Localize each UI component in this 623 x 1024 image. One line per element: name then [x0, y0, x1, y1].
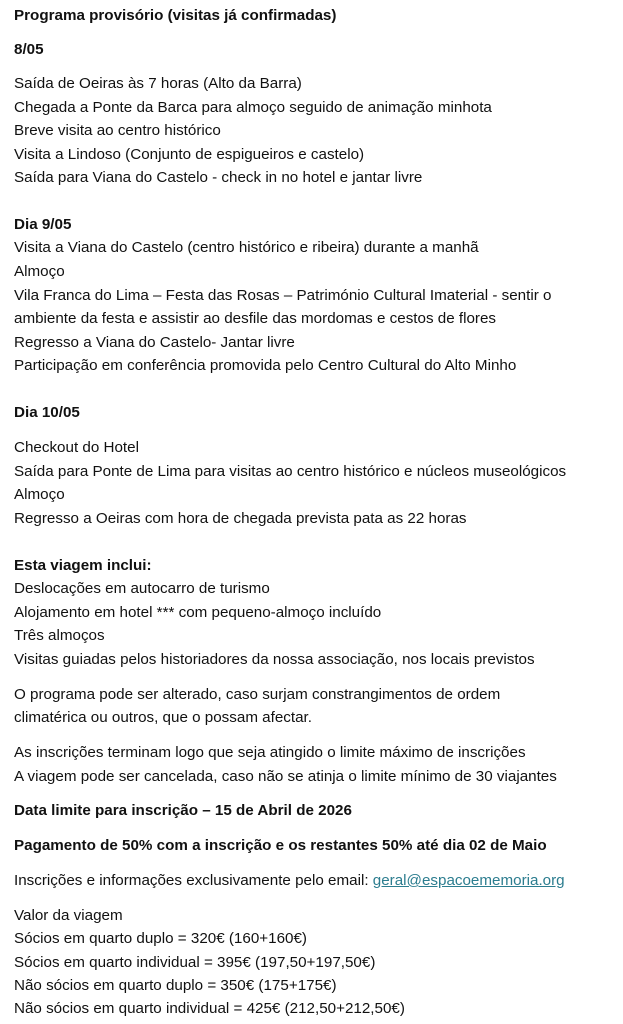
day2-heading: Dia 9/05: [14, 216, 72, 233]
list-item: Três almoços: [14, 627, 105, 644]
prices-heading: Valor da viagem: [14, 907, 123, 924]
contact-text: Inscrições e informações exclusivamente pelo email:: [14, 872, 373, 889]
price-item: Não sócios em quarto duplo = 350€ (175+175€): [14, 977, 337, 994]
contact-line: [14, 869, 565, 893]
limit-note: A viagem pode ser cancelada, caso não se atinja o limite mínimo de 30 viajantes: [14, 768, 557, 785]
list-item: Saída para Viana do Castelo - check in no hotel e jantar livre: [14, 169, 423, 186]
list-item: Breve visita ao centro histórico: [14, 122, 221, 139]
list-item: Almoço: [14, 486, 65, 503]
list-item: Almoço: [14, 263, 65, 280]
limit-note: As inscrições terminam logo que seja atingido o limite máximo de inscrições: [14, 744, 526, 761]
change-note: climatérica ou outros, que o possam afectar.: [14, 709, 312, 726]
price-item: Não sócios em quarto individual = 425€ (212,50+212,50€): [14, 1000, 405, 1017]
change-note: O programa pode ser alterado, caso surjam constrangimentos de ordem: [14, 686, 501, 703]
list-item: Checkout do Hotel: [14, 439, 139, 456]
list-item: Regresso a Oeiras com hora de chegada prevista pata as 22 horas: [14, 510, 467, 527]
list-item: Saída para Ponte de Lima para visitas ao centro histórico e núcleos museológicos: [14, 463, 567, 480]
page-title: Programa provisório (visitas já confirmadas): [14, 7, 337, 24]
price-item: Sócios em quarto individual = 395€ (197,50+197,50€): [14, 954, 376, 971]
list-item: Saída de Oeiras às 7 horas (Alto da Barra): [14, 75, 302, 92]
list-item: Visitas guiadas pelos historiadores da nossa associação, nos locais previstos: [14, 651, 535, 668]
list-item: Visita a Viana do Castelo (centro histórico e ribeira) durante a manhã: [14, 239, 479, 256]
list-item: ambiente da festa e assistir ao desfile das mordomas e cestos de flores: [14, 310, 497, 327]
payment-terms: Pagamento de 50% com a inscrição e os restantes 50% até dia 02 de Maio: [14, 837, 547, 854]
day3-heading: Dia 10/05: [14, 404, 80, 421]
day1-heading: 8/05: [14, 41, 44, 58]
includes-heading: Esta viagem inclui:: [14, 557, 152, 574]
list-item: Alojamento em hotel *** com pequeno-almoço incluído: [14, 604, 382, 621]
list-item: Vila Franca do Lima – Festa das Rosas – Património Cultural Imaterial - sentir o: [14, 287, 552, 304]
list-item: Regresso a Viana do Castelo- Jantar livre: [14, 334, 295, 351]
list-item: Chegada a Ponte da Barca para almoço seguido de animação minhota: [14, 99, 492, 116]
list-item: Deslocações em autocarro de turismo: [14, 580, 270, 597]
list-item: Participação em conferência promovida pelo Centro Cultural do Alto Minho: [14, 357, 517, 374]
list-item: Visita a Lindoso (Conjunto de espigueiros e castelo): [14, 146, 365, 163]
email-link[interactable]: geral@espacoememoria.org: [372, 872, 565, 889]
price-item: Sócios em quarto duplo = 320€ (160+160€): [14, 930, 307, 947]
deadline: Data limite para inscrição – 15 de Abril de 2026: [14, 802, 352, 819]
